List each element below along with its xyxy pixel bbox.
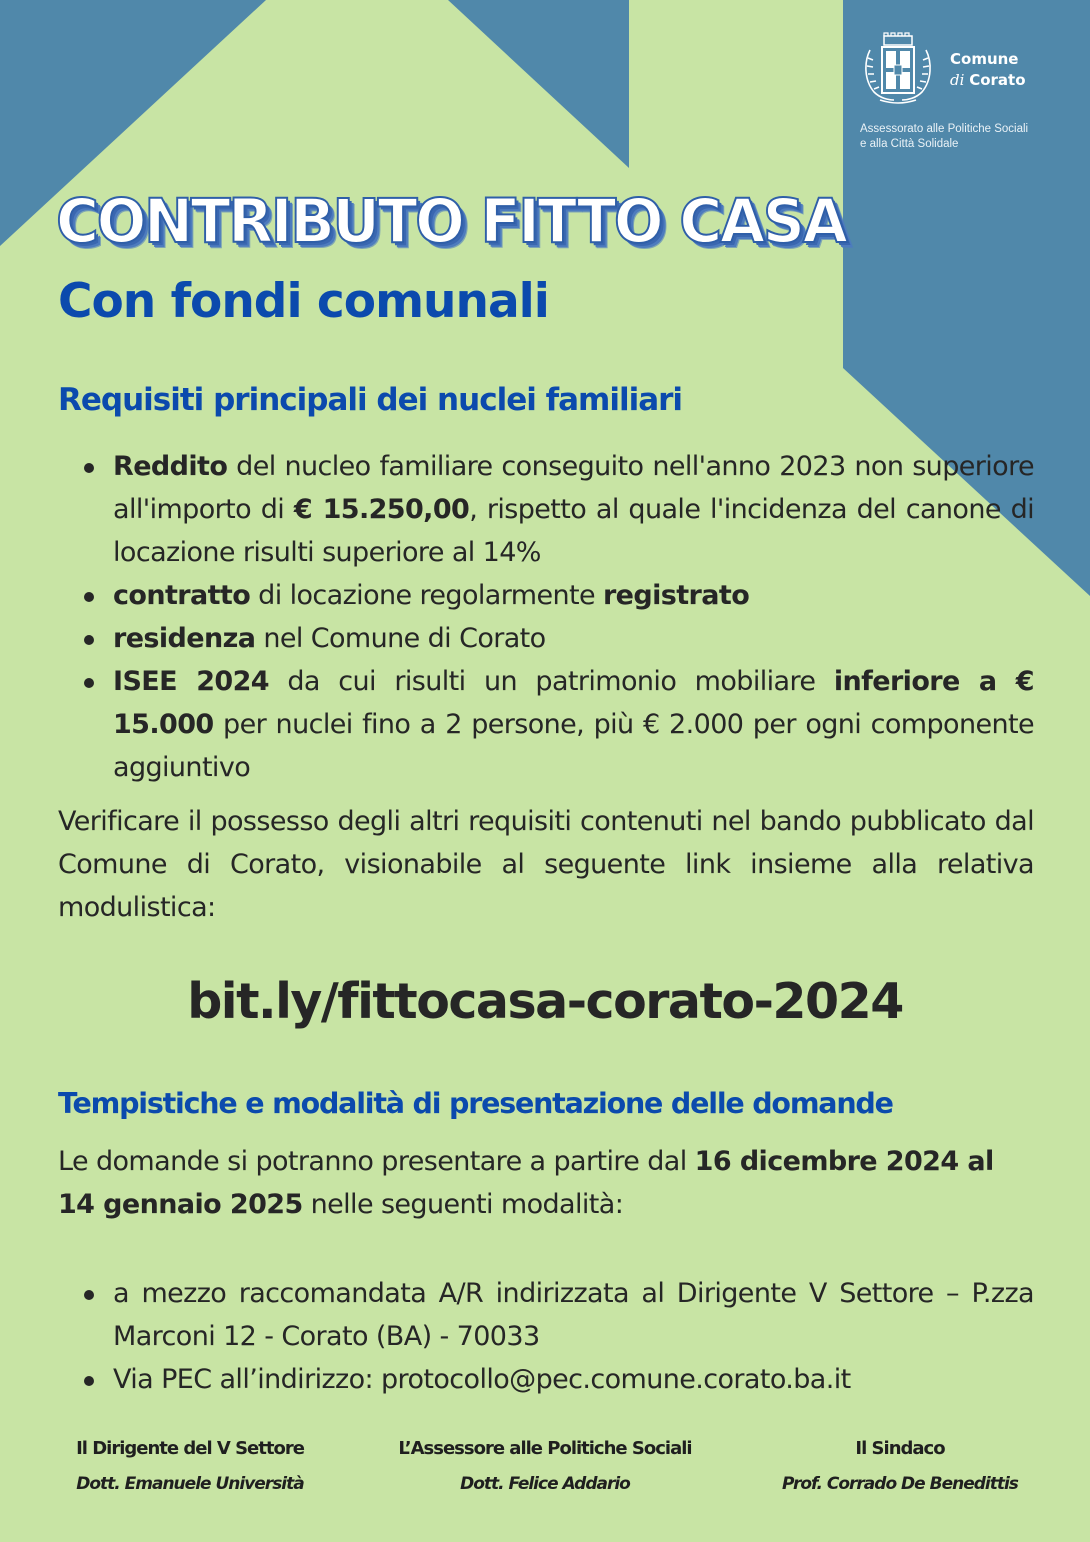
submission-modes — [58, 1272, 1034, 1401]
mode-pec: Via PEC all’indirizzo: protocollo@pec.comune.corato.ba.it — [58, 1358, 1034, 1401]
signatures — [40, 1432, 1050, 1502]
requirement-contract: contratto di locazione regolarmente registrato — [58, 574, 1034, 617]
requirement-income: Reddito del nucleo familiare conseguito nell'anno 2023 non superiore all'importo di € 15.250,00, rispetto al quale l'incidenza del canone di locazione risulti superiore al 14% — [58, 445, 1034, 574]
logo-di-corato: di Corato — [950, 71, 1026, 89]
requirement-residence: residenza nel Comune di Corato — [58, 617, 1034, 660]
poster-subtitle: Con fondi comunali — [58, 274, 549, 329]
mode-registered-mail: a mezzo raccomandata A/R indirizzata al Dirigente V Settore – P.zza Marconi 12 - Corato (BA) - 70033 — [58, 1272, 1034, 1358]
requirement-isee: ISEE 2024 da cui risulti un patrimonio mobiliare inferiore a € 15.000 per nuclei fino a 2 persone, più € 2.000 per ogni componente aggiuntivo — [58, 660, 1034, 789]
middle-blue-triangle — [448, 0, 629, 168]
submission-dates: Le domande si potranno presentare a partire dal 16 dicembre 2024 al 14 gennaio 2025 nelle seguenti modalità: — [58, 1146, 994, 1220]
announcement-link[interactable]: bit.ly/fittocasa-corato-2024 — [187, 973, 903, 1030]
logo-comune: Comune — [950, 50, 1019, 68]
poster-title: CONTRIBUTO FITTO CASA — [56, 186, 846, 257]
signature-sindaco: Il Sindaco Prof. Corrado De Benedittis — [782, 1438, 1018, 1494]
department-name: Assessorato alle Politiche Sociali e alla Città Solidale — [860, 123, 1029, 150]
signature-assessore: L’Assessore alle Politiche Sociali Dott. Felice Addario — [398, 1438, 692, 1494]
submission-heading: Tempistiche e modalità di presentazione delle domande — [58, 1087, 893, 1120]
requirements-heading: Requisiti principali dei nuclei familiari — [58, 382, 683, 418]
signature-dirigente: Il Dirigente del V Settore Dott. Emanuele Università — [76, 1438, 304, 1494]
verify-paragraph: Verificare il possesso degli altri requisiti contenuti nel bando pubblicato dal Comune di Corato, visionabile al seguente link insieme alla relativa modulistica: — [58, 806, 1034, 923]
requirements-list — [58, 445, 1034, 789]
coat-of-arms-icon — [860, 32, 936, 108]
municipality-name — [950, 49, 1026, 91]
municipality-logo — [860, 32, 1060, 152]
